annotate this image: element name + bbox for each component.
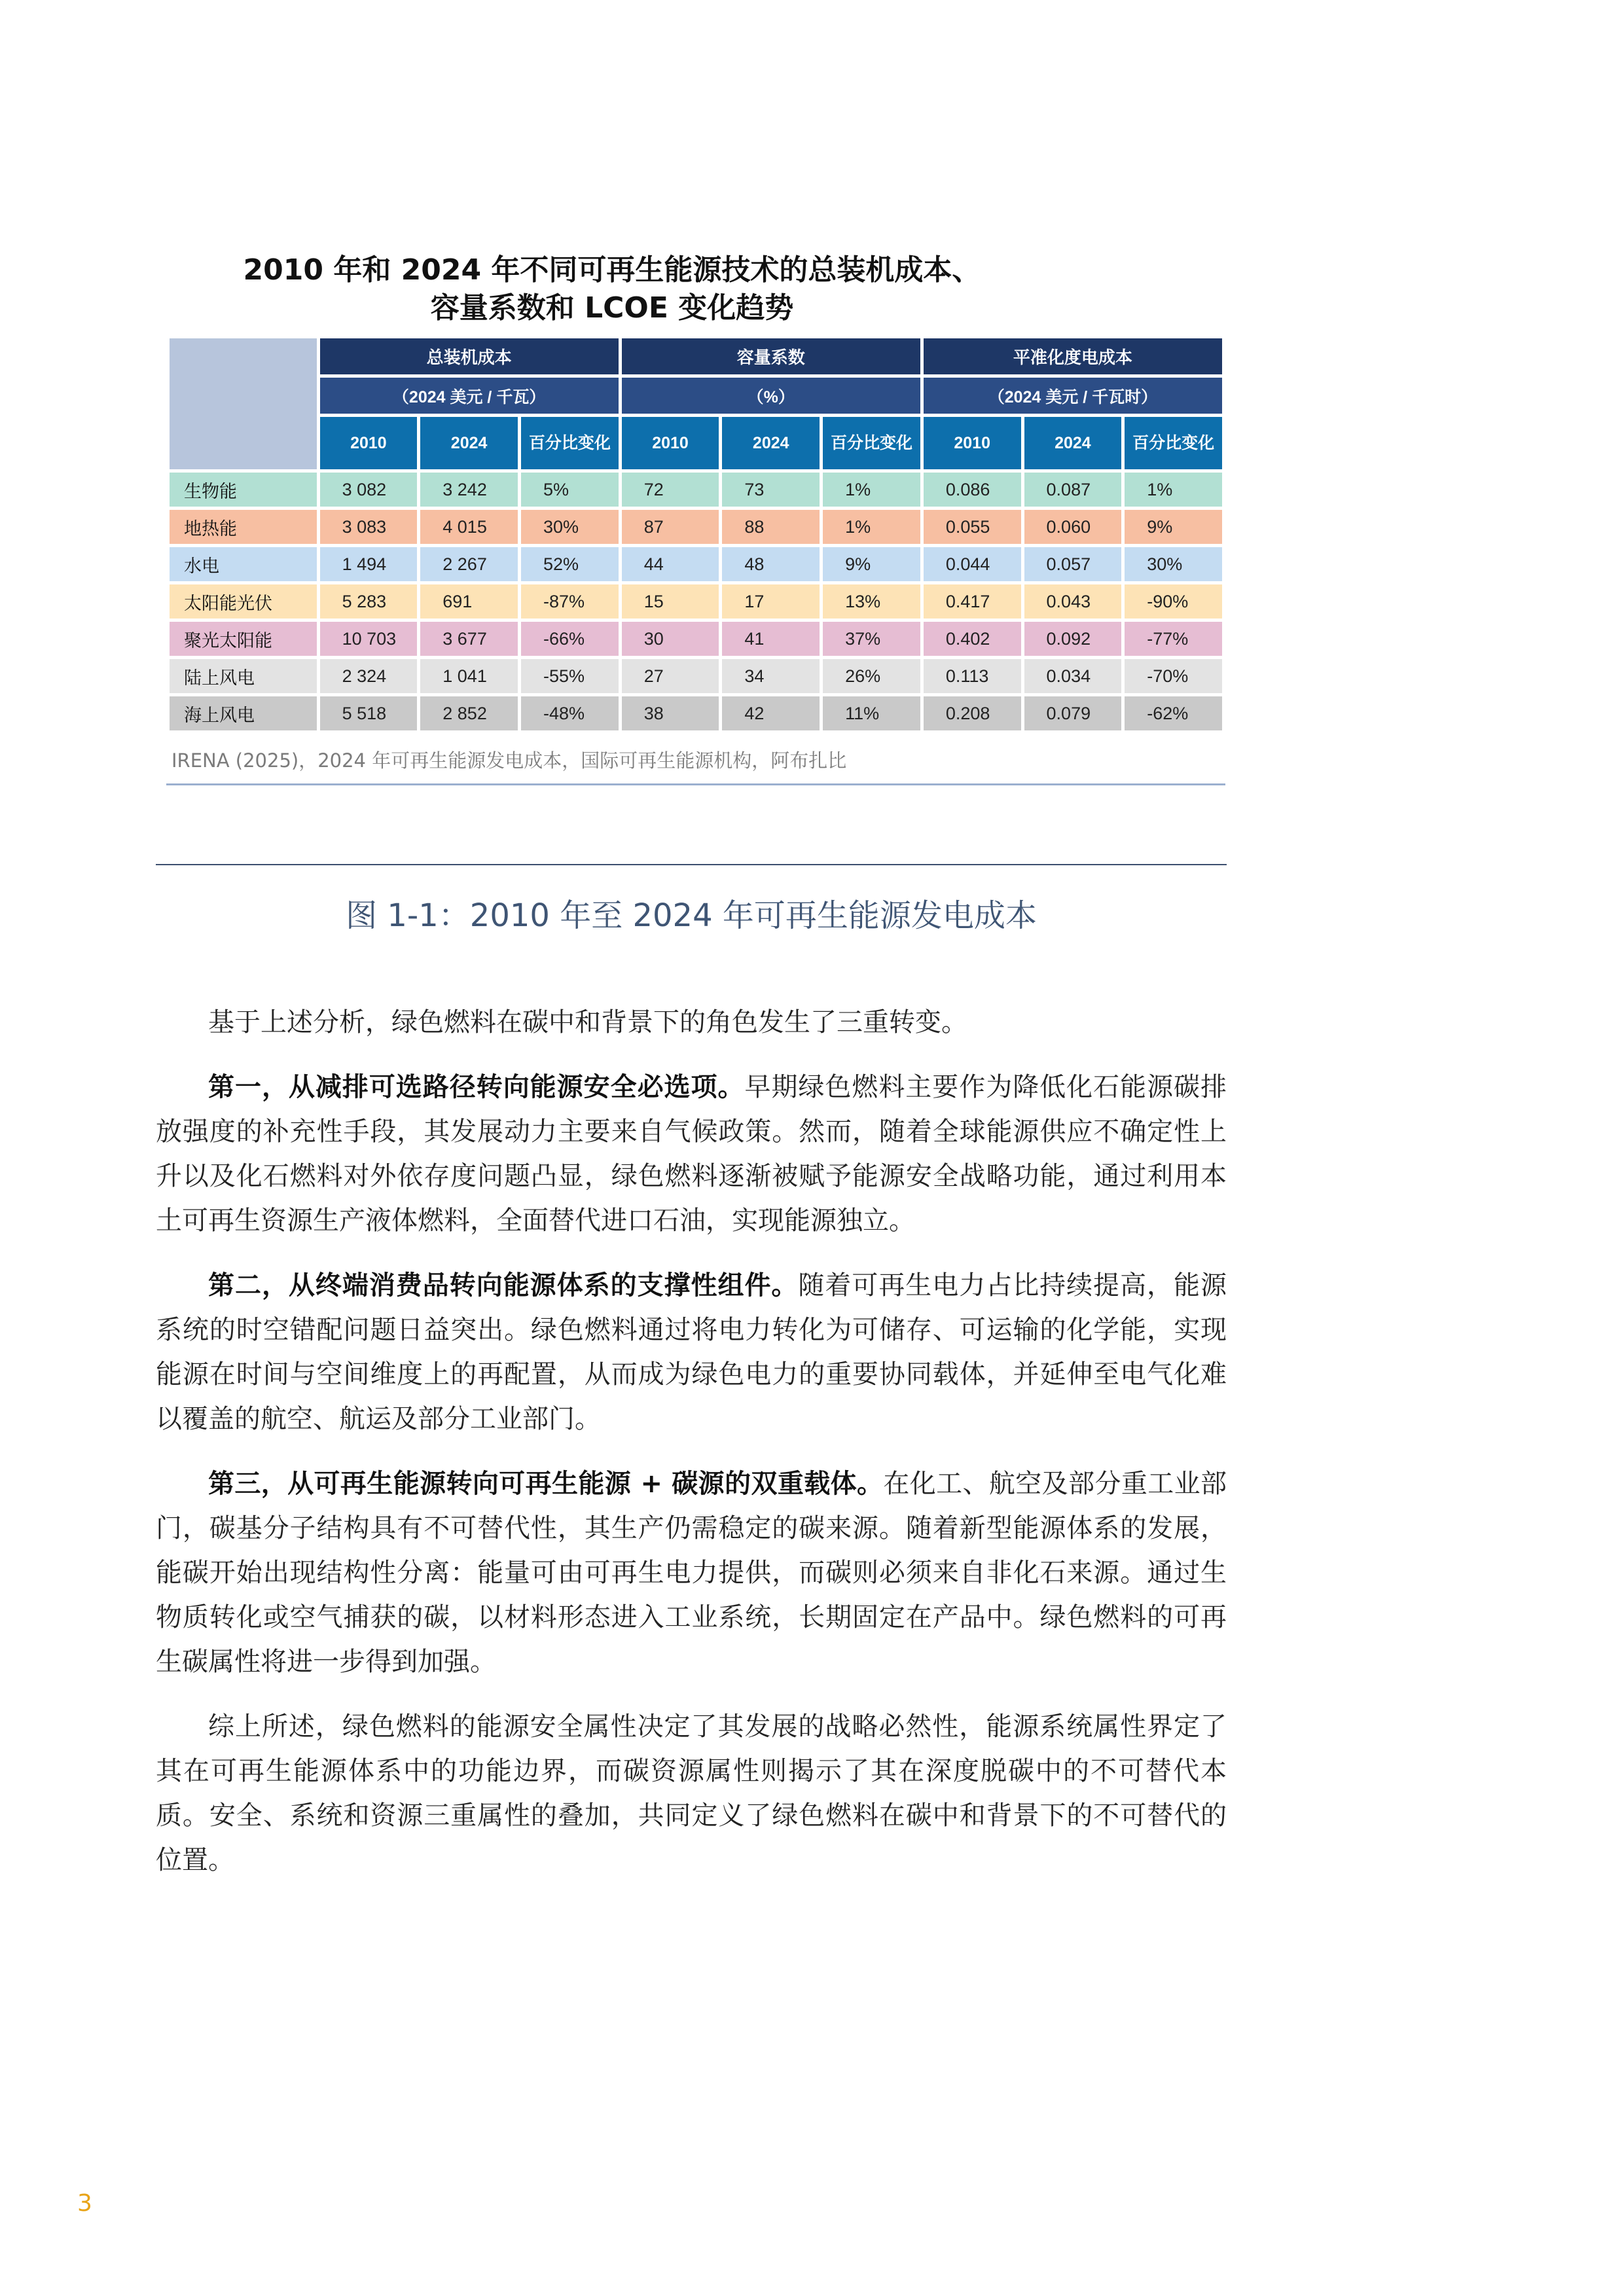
unit-header-lcoe: （2024 美元 / 千瓦时） bbox=[924, 378, 1222, 414]
table-cell: 3 082 bbox=[320, 473, 418, 507]
row-label: 生物能 bbox=[170, 473, 317, 507]
table-cell: 37% bbox=[823, 622, 920, 656]
table-cell: 5 283 bbox=[320, 584, 418, 619]
table-cell: 30% bbox=[521, 510, 619, 544]
table-cell: -48% bbox=[521, 696, 619, 730]
table-cell: 0.402 bbox=[924, 622, 1021, 656]
unit-header-capacity-factor: （%） bbox=[622, 378, 920, 414]
table-cell: 3 677 bbox=[420, 622, 518, 656]
table-cell: 41 bbox=[722, 622, 820, 656]
paragraph-5-text: 综上所述，绿色燃料的能源安全属性决定了其发展的战略必然性，能源系统属性界定了其在可再生能源体系中的功能边界，而碳资源属性则揭示了其在深度脱碳中的不可替代本质。安全、系统和资源三重属性的叠加，共同定义了绿色燃料在碳中和背景下的不可替代的位置。 bbox=[156, 1712, 1227, 1875]
table-cell: 1% bbox=[823, 510, 920, 544]
table-cell: 3 242 bbox=[420, 473, 518, 507]
table-cell: 88 bbox=[722, 510, 820, 544]
table-cell: 1 494 bbox=[320, 547, 418, 581]
paragraph-2-lead: 第一，从减排可选路径转向能源安全必选项。 bbox=[208, 1072, 745, 1102]
paragraph-4-text: 在化工、航空及部分重工业部门，碳基分子结构具有不可替代性，其生产仍需稳定的碳来源。随着新型能源体系的发展，能碳开始出现结构性分离：能量可由可再生电力提供，而碳则必须来自非化石来源。通过生物质转化或空气捕获的碳，以材料形态进入工业系统，长期固定在产品中。绿色燃料的可再生碳属性将进一步得到加强。 bbox=[156, 1469, 1227, 1677]
paragraph-3 bbox=[156, 1263, 1227, 1441]
table-cell: 2 324 bbox=[320, 659, 418, 693]
table-row bbox=[170, 473, 1222, 507]
figure-caption: 图 1-1：2010 年至 2024 年可再生能源发电成本 bbox=[346, 897, 1037, 934]
table-cell: 15 bbox=[622, 584, 719, 619]
table-cell: 9% bbox=[1125, 510, 1222, 544]
year-header: 2024 bbox=[1024, 417, 1122, 469]
cost-table bbox=[166, 335, 1225, 734]
source-divider bbox=[166, 783, 1225, 785]
table-cell: 48 bbox=[722, 547, 820, 581]
group-header-capacity-factor: 容量系数 bbox=[622, 338, 920, 374]
table-cell: 0.044 bbox=[924, 547, 1021, 581]
table-cell: -66% bbox=[521, 622, 619, 656]
page-number: 3 bbox=[77, 2190, 92, 2217]
year-header: 2024 bbox=[722, 417, 820, 469]
table-cell: 10 703 bbox=[320, 622, 418, 656]
row-label: 聚光太阳能 bbox=[170, 622, 317, 656]
table-corner bbox=[170, 338, 317, 469]
table-cell: 0.034 bbox=[1024, 659, 1122, 693]
table-cell: -87% bbox=[521, 584, 619, 619]
paragraph-4-lead: 第三，从可再生能源转向可再生能源 + 碳源的双重载体。 bbox=[208, 1469, 884, 1499]
table-cell: 0.417 bbox=[924, 584, 1021, 619]
table-cell: 1 041 bbox=[420, 659, 518, 693]
paragraph-4 bbox=[156, 1462, 1227, 1684]
year-header: 2010 bbox=[320, 417, 418, 469]
caption-divider bbox=[156, 864, 1227, 865]
table-cell: 0.208 bbox=[924, 696, 1021, 730]
table-cell: 0.079 bbox=[1024, 696, 1122, 730]
row-label: 地热能 bbox=[170, 510, 317, 544]
table-cell: -55% bbox=[521, 659, 619, 693]
table-cell: 4 015 bbox=[420, 510, 518, 544]
row-label: 水电 bbox=[170, 547, 317, 581]
table-cell: 1% bbox=[823, 473, 920, 507]
table-cell: 87 bbox=[622, 510, 719, 544]
table-source: IRENA (2025)，2024 年可再生能源发电成本，国际可再生能源机构，阿布扎比 bbox=[171, 749, 847, 772]
table-cell: 5 518 bbox=[320, 696, 418, 730]
table-cell: 0.060 bbox=[1024, 510, 1122, 544]
table-cell: -62% bbox=[1125, 696, 1222, 730]
table-cell: 0.043 bbox=[1024, 584, 1122, 619]
figure-title-line1: 2010 年和 2024 年不同可再生能源技术的总装机成本、 bbox=[243, 253, 981, 287]
table-cell: 73 bbox=[722, 473, 820, 507]
table-cell: 17 bbox=[722, 584, 820, 619]
paragraph-3-text: 随着可再生电力占比持续提高，能源系统的时空错配问题日益突出。绿色燃料通过将电力转化为可储存、可运输的化学能，实现能源在时间与空间维度上的再配置，从而成为绿色电力的重要协同载体，并延伸至电气化难以覆盖的航空、航运及部分工业部门。 bbox=[156, 1270, 1227, 1434]
table-cell: -70% bbox=[1125, 659, 1222, 693]
table-cell: 72 bbox=[622, 473, 719, 507]
table-cell: 691 bbox=[420, 584, 518, 619]
paragraph-1 bbox=[156, 1000, 1227, 1045]
paragraph-2-text: 早期绿色燃料主要作为降低化石能源碳排放强度的补充性手段，其发展动力主要来自气候政策。然而，随着全球能源供应不确定性上升以及化石燃料对外依存度问题凸显，绿色燃料逐渐被赋予能源安全战略功能，通过利用本土可再生资源生产液体燃料，全面替代进口石油，实现能源独立。 bbox=[156, 1072, 1227, 1236]
table-cell: 42 bbox=[722, 696, 820, 730]
year-header: 百分比变化 bbox=[1125, 417, 1222, 469]
figure-title-line2: 容量系数和 LCOE 变化趋势 bbox=[430, 291, 794, 325]
table-cell: -90% bbox=[1125, 584, 1222, 619]
table-row bbox=[170, 696, 1222, 730]
paragraph-5 bbox=[156, 1704, 1227, 1882]
group-header-install-cost: 总装机成本 bbox=[320, 338, 619, 374]
table-cell: 1% bbox=[1125, 473, 1222, 507]
row-label: 太阳能光伏 bbox=[170, 584, 317, 619]
table-cell: 34 bbox=[722, 659, 820, 693]
table-cell: 0.055 bbox=[924, 510, 1021, 544]
figure-title bbox=[164, 251, 1060, 327]
paragraph-3-lead: 第二，从终端消费品转向能源体系的支撑性组件。 bbox=[208, 1270, 799, 1300]
paragraph-2 bbox=[156, 1065, 1227, 1243]
table-cell: 52% bbox=[521, 547, 619, 581]
table-row bbox=[170, 659, 1222, 693]
table-cell: 11% bbox=[823, 696, 920, 730]
table-cell: 2 267 bbox=[420, 547, 518, 581]
table-row bbox=[170, 622, 1222, 656]
unit-header-install-cost: （2024 美元 / 千瓦） bbox=[320, 378, 619, 414]
table-cell: 0.092 bbox=[1024, 622, 1122, 656]
group-header-lcoe: 平准化度电成本 bbox=[924, 338, 1222, 374]
row-label: 陆上风电 bbox=[170, 659, 317, 693]
table-cell: 38 bbox=[622, 696, 719, 730]
table-cell: 30 bbox=[622, 622, 719, 656]
year-header: 百分比变化 bbox=[823, 417, 920, 469]
table-cell: -77% bbox=[1125, 622, 1222, 656]
table-cell: 0.086 bbox=[924, 473, 1021, 507]
table-cell: 44 bbox=[622, 547, 719, 581]
table-cell: 0.087 bbox=[1024, 473, 1122, 507]
table-cell: 9% bbox=[823, 547, 920, 581]
year-header: 2010 bbox=[622, 417, 719, 469]
year-header: 百分比变化 bbox=[521, 417, 619, 469]
table-cell: 27 bbox=[622, 659, 719, 693]
table-cell: 13% bbox=[823, 584, 920, 619]
table-cell: 0.113 bbox=[924, 659, 1021, 693]
paragraph-1-text: 基于上述分析，绿色燃料在碳中和背景下的角色发生了三重转变。 bbox=[208, 1007, 967, 1037]
table-cell: 3 083 bbox=[320, 510, 418, 544]
table-row bbox=[170, 584, 1222, 619]
table-cell: 30% bbox=[1125, 547, 1222, 581]
year-header: 2010 bbox=[924, 417, 1021, 469]
table-cell: 26% bbox=[823, 659, 920, 693]
table-cell: 0.057 bbox=[1024, 547, 1122, 581]
table-cell: 2 852 bbox=[420, 696, 518, 730]
table-cell: 5% bbox=[521, 473, 619, 507]
table-row bbox=[170, 547, 1222, 581]
table-row bbox=[170, 510, 1222, 544]
year-header: 2024 bbox=[420, 417, 518, 469]
row-label: 海上风电 bbox=[170, 696, 317, 730]
